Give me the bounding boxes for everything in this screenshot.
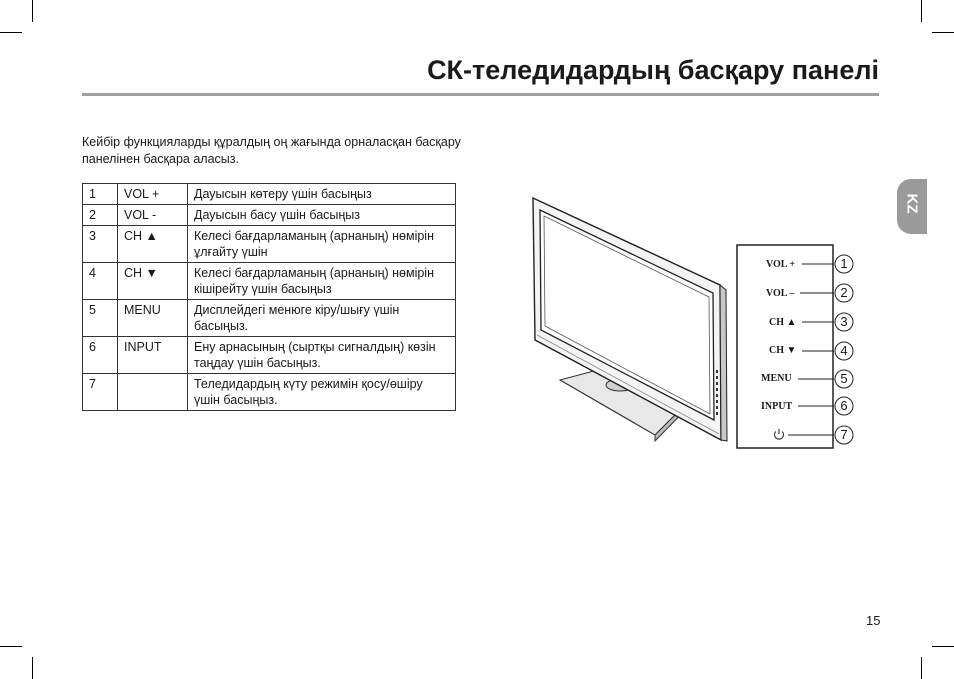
row-description: Теледидардың күту режимін қосу/өшіру үшін басыңыз. — [188, 374, 456, 411]
callout-number: 2 — [840, 285, 848, 300]
crop-mark — [921, 657, 922, 679]
row-description: Ену арнасының (сыртқы сигналдың) көзін таңдау үшін басыңыз. — [188, 337, 456, 374]
panel-label-vol-down: VOL – — [766, 288, 795, 299]
crop-mark — [0, 646, 22, 647]
callout-number: 6 — [840, 398, 848, 413]
crop-mark — [0, 32, 22, 33]
crop-mark — [32, 657, 33, 679]
callout-number: 5 — [840, 371, 848, 386]
callout-number: 4 — [840, 343, 848, 358]
row-key: VOL + — [118, 184, 188, 205]
panel-label-ch-down: CH ▼ — [769, 345, 797, 356]
table-row — [83, 205, 456, 226]
callout-number: 1 — [840, 256, 848, 271]
row-key: VOL - — [118, 205, 188, 226]
row-number: 6 — [83, 337, 118, 374]
row-key: CH ▼ — [118, 263, 188, 300]
crop-mark — [921, 0, 922, 22]
panel-label-ch-up: CH ▲ — [769, 317, 797, 328]
row-number: 3 — [83, 226, 118, 263]
panel-label-menu: MENU — [761, 373, 792, 384]
row-key: CH ▲ — [118, 226, 188, 263]
row-number: 1 — [83, 184, 118, 205]
crop-mark — [932, 32, 954, 33]
panel-label-input: INPUT — [761, 401, 793, 412]
table-row — [83, 184, 456, 205]
callout-number: 3 — [840, 314, 848, 329]
row-number: 4 — [83, 263, 118, 300]
row-key — [118, 374, 188, 411]
callout-number: 7 — [840, 427, 848, 442]
row-number: 2 — [83, 205, 118, 226]
row-number: 7 — [83, 374, 118, 411]
row-description: Дауысын басу үшін басыңыз — [188, 205, 456, 226]
intro-text: Кейбір функцияларды құралдың оң жағында орналасқан басқару панелінен басқара аласыз. — [82, 135, 461, 166]
row-key: MENU — [118, 300, 188, 337]
power-icon — [775, 429, 784, 439]
table-row — [83, 374, 456, 411]
row-key: INPUT — [118, 337, 188, 374]
page-title: СК-теледидардың басқару панелі — [427, 55, 879, 85]
row-description: Келесі бағдарламаның (арнаның) нөмірін ұлғайту үшін — [188, 226, 456, 263]
table-row — [83, 300, 456, 337]
crop-mark — [32, 0, 33, 22]
table-row — [83, 337, 456, 374]
table-row — [83, 226, 456, 263]
crop-mark — [932, 646, 954, 647]
language-tab — [897, 179, 927, 234]
panel-label-vol-up: VOL + — [766, 259, 796, 270]
controls-table — [82, 183, 456, 411]
title-divider — [82, 93, 879, 96]
page-number: 15 — [866, 613, 881, 628]
row-description: Келесі бағдарламаның (арнаның) нөмірін кішірейту үшін басыңыз — [188, 263, 456, 300]
row-number: 5 — [83, 300, 118, 337]
row-description: Дауысын көтеру үшін басыңыз — [188, 184, 456, 205]
table-row — [83, 263, 456, 300]
language-tab-label: KZ — [903, 193, 921, 214]
row-description: Дисплейдегі менюге кіру/шығу үшін басыңыз. — [188, 300, 456, 337]
